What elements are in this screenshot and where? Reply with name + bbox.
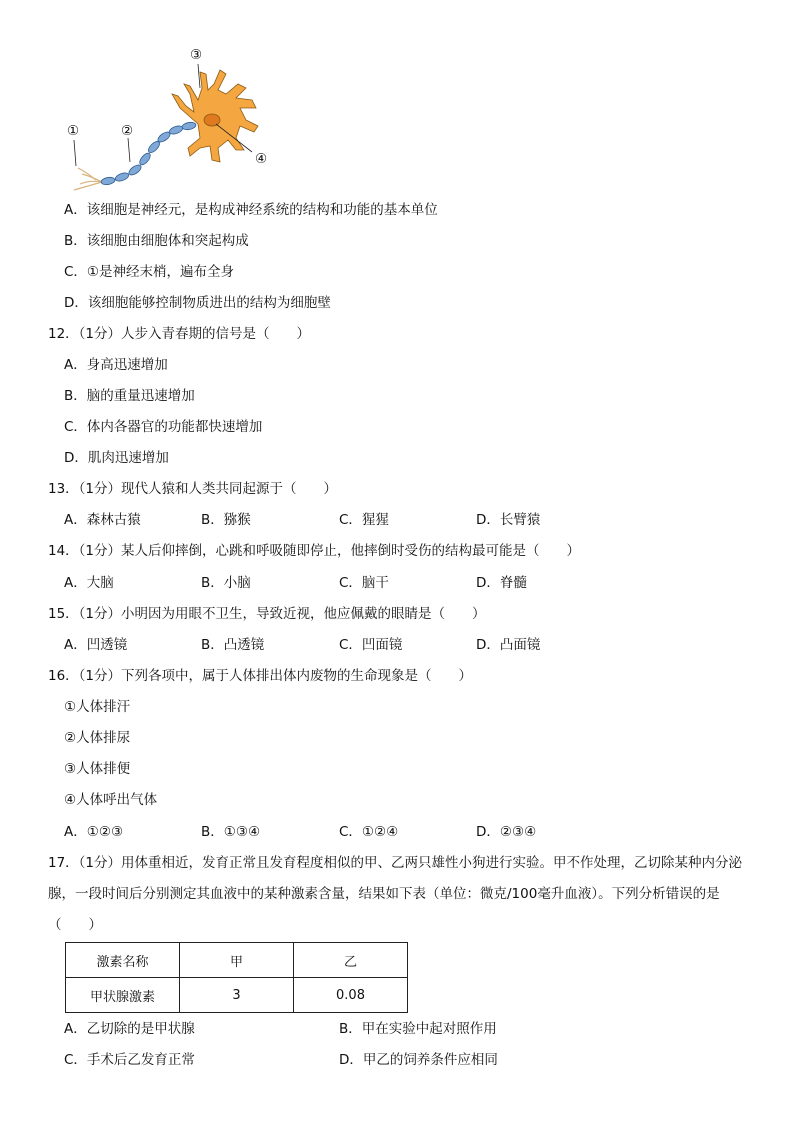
table-header-cell: 甲 [180,943,294,978]
q13-option-b: B．猕猴 [201,512,251,528]
q12-stem: 12．（1分）人步入青春期的信号是（ ） [48,326,311,342]
q14-option-b: B．小脑 [201,575,251,591]
q16-option-b: B．①③④ [201,824,261,840]
q16-option-c: C．①②④ [339,824,399,840]
q17-option-b: B．甲在实验中起对照作用 [339,1021,497,1037]
table-header-row [66,943,408,978]
q17-stem: 17．（1分）用体重相近，发育正常且发育程度相似的甲、乙两只雄性小狗进行实验。甲不作处理，乙切除某种内分泌腺，一段时间后分别测定其血液中的某种激素含量，结果如下表（单位：微克/100毫升血液）。下列分析错误的是（ ） [48,855,743,933]
q17-option-c: C．手术后乙发育正常 [64,1052,195,1068]
q17-option-d: D．甲乙的饲养条件应相同 [339,1052,498,1068]
q13-option-c: C．猩猩 [339,512,389,528]
q15-stem: 15．（1分）小明因为用眼不卫生，导致近视，他应佩戴的眼睛是（ ） [48,606,486,622]
figure-label-4: ④ [255,151,268,167]
q14-option-d: D．脊髓 [476,575,527,591]
table-row [66,978,408,1013]
nerve-ending-drawing [74,168,102,190]
table-cell: 3 [180,978,294,1013]
figure-label-3: ③ [190,47,203,63]
table-cell: 甲状腺激素 [66,978,180,1013]
q16-item-2: ②人体排尿 [64,730,131,746]
q13-option-d: D．长臂猿 [476,512,541,528]
q15-option-a: A．凹透镜 [64,637,128,653]
q11-option-a: A．该细胞是神经元，是构成神经系统的结构和功能的基本单位 [64,202,438,218]
q17-option-a: A．乙切除的是甲状腺 [64,1021,195,1037]
hormone-table [65,942,408,1013]
axon-drawing [100,121,196,185]
q16-item-1: ①人体排汗 [64,699,131,715]
table-header-cell: 激素名称 [66,943,180,978]
q16-option-d: D．②③④ [476,824,537,840]
table-header-cell: 乙 [294,943,408,978]
q15-option-b: B．凸透镜 [201,637,265,653]
q14-option-c: C．脑干 [339,575,389,591]
q16-item-3: ③人体排便 [64,761,131,777]
q16-stem: 16．（1分）下列各项中，属于人体排出体内废物的生命现象是（ ） [48,668,473,684]
cell-body-drawing [172,70,258,162]
figure-label-2: ② [121,123,134,139]
q15-option-d: D．凸面镜 [476,637,541,653]
q12-option-a: A．身高迅速增加 [64,357,168,373]
q12-option-d: D．肌肉迅速增加 [64,450,169,466]
q14-stem: 14．（1分）某人后仰摔倒，心跳和呼吸随即停止，他摔倒时受伤的结构最可能是（ ） [48,543,581,559]
q12-option-c: C．体内各器官的功能都快速增加 [64,419,263,435]
q11-option-d: D．该细胞能够控制物质进出的结构为细胞壁 [64,295,331,311]
q13-option-a: A．森林古猿 [64,512,141,528]
q11-option-c: C．①是神经末梢，遍布全身 [64,264,235,280]
q11-option-b: B．该细胞由细胞体和突起构成 [64,233,249,249]
figure-label-1: ① [67,123,80,139]
q14-option-a: A．大脑 [64,575,114,591]
neuron-figure [60,44,280,194]
q16-item-4: ④人体呼出气体 [64,792,158,808]
q12-option-b: B．脑的重量迅速增加 [64,388,195,404]
q15-option-c: C．凹面镜 [339,637,403,653]
q13-stem: 13．（1分）现代人猿和人类共同起源于（ ） [48,481,338,497]
q16-option-a: A．①②③ [64,824,124,840]
table-cell: 0.08 [294,978,408,1013]
